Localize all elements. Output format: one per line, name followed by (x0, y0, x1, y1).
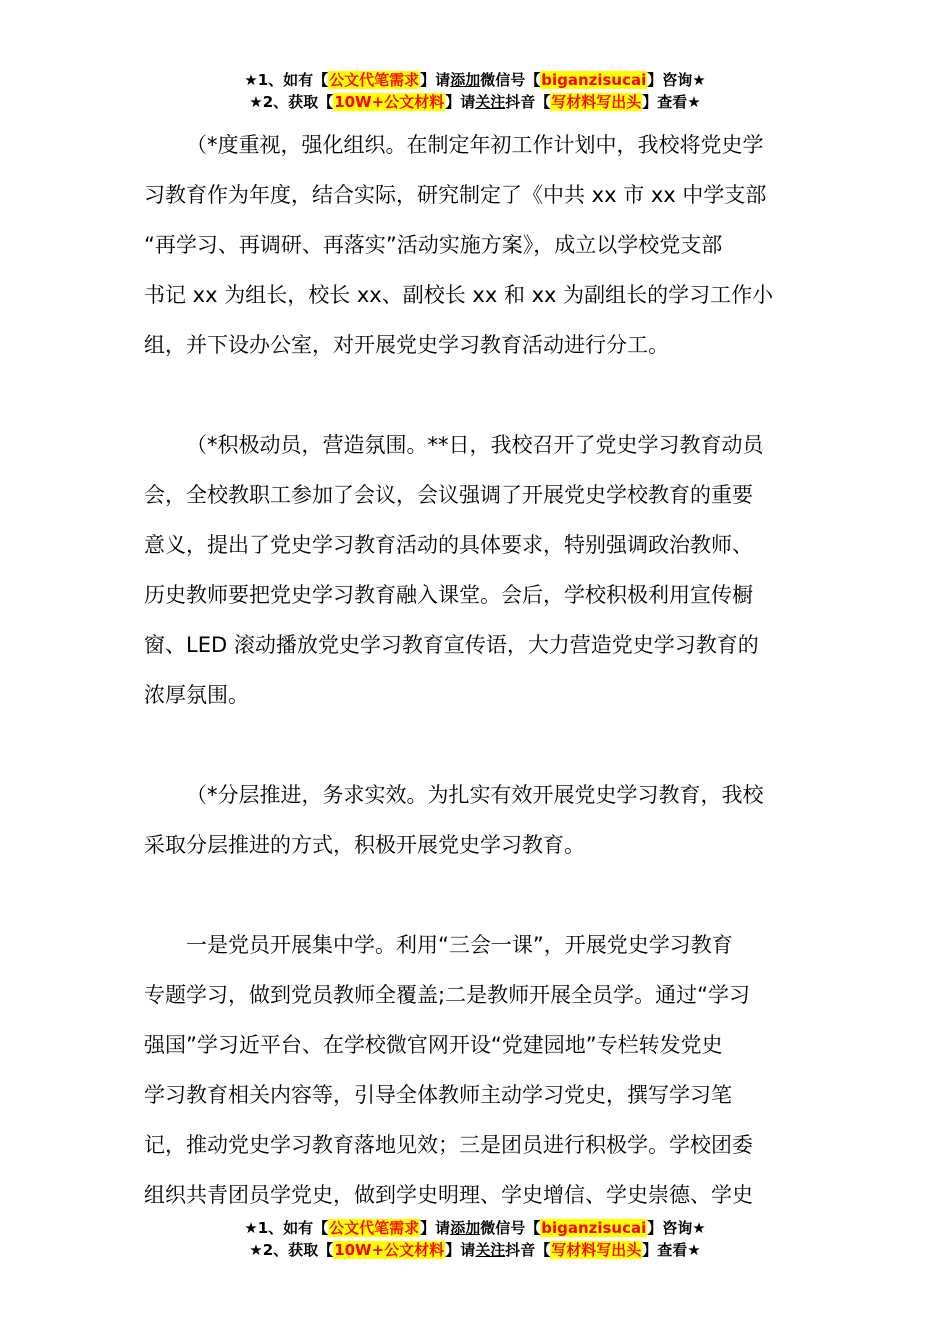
banner-underline: 关注 (475, 93, 506, 111)
banner-text: 抖音【 (505, 1241, 551, 1259)
banner-text: 】咨询★ (647, 1219, 706, 1237)
banner-text: 抖音【 (505, 93, 551, 111)
text-line: 书记 xx 为组长，校长 xx、副校长 xx 和 xx 为副组长的学习工作小 (144, 283, 774, 307)
text-line: “再学习、再调研、再落实”活动实施方案》，成立以学校党支部 (144, 233, 723, 257)
text-line: 学习教育相关内容等，引导全体教师主动学习党史，撰写学习笔 (144, 1083, 732, 1107)
banner-text: 微信号【 (480, 1219, 541, 1237)
text-line: （*分层推进，务求实效。为扎实有效开展党史学习教育，我校 (186, 783, 764, 807)
banner-text: ★2、获取【 (249, 93, 334, 111)
banner-underline: 添加 (450, 1219, 481, 1237)
text-line: 历史教师要把党史学习教育融入课堂。会后，学校积极利用宣传橱 (144, 583, 753, 607)
banner-text: ★1、如有【 (244, 71, 329, 89)
banner-highlight: 10W+公文材料 (334, 1241, 445, 1259)
banner-text: 】咨询★ (647, 71, 706, 89)
banner-text: 】请 (420, 71, 451, 89)
paragraph-3 (144, 770, 808, 870)
paragraph-1 (144, 120, 808, 370)
banner-text: 】请 (445, 1241, 476, 1259)
banner-text: 】查看★ (642, 1241, 701, 1259)
banner-line-1 (0, 1217, 950, 1239)
banner-highlight: 写材料写出头 (551, 93, 642, 111)
banner-line-2 (0, 1239, 950, 1261)
banner-highlight: 写材料写出头 (551, 1241, 642, 1259)
text-line: 习教育作为年度，结合实际，研究制定了《中共 xx 市 xx 中学支部 (144, 183, 767, 207)
banner-text: 】请 (420, 1219, 451, 1237)
banner-text: 微信号【 (480, 71, 541, 89)
footer-banner (0, 1217, 950, 1261)
text-line: 专题学习，做到党员教师全覆盖;二是教师开展全员学。通过“学习 (144, 983, 750, 1007)
banner-text: 】请 (445, 93, 476, 111)
banner-text: 】查看★ (642, 93, 701, 111)
text-line: 浓厚氛围。 (144, 683, 249, 707)
text-line: 意义，提出了党史学习教育活动的具体要求，特别强调政治教师、 (144, 533, 753, 557)
text-line: 组，并下设办公室，对开展党史学习教育活动进行分工。 (144, 333, 669, 357)
text-line: （*度重视，强化组织。在制定年初工作计划中，我校将党史学 (186, 133, 764, 157)
header-banner (0, 69, 950, 113)
paragraph-2 (144, 420, 808, 720)
banner-underline: 添加 (450, 71, 481, 89)
banner-highlight: 10W+公文材料 (334, 93, 445, 111)
text-line: 强国”学习近平台、在学校微官网开设“党建园地”专栏转发党史 (144, 1033, 723, 1057)
banner-highlight: 公文代笔需求 (329, 1219, 420, 1237)
text-line: （*积极动员，营造氛围。**日，我校召开了党史学习教育动员 (186, 433, 764, 457)
banner-text: ★2、获取【 (249, 1241, 334, 1259)
text-line: 组织共青团员学党史，做到学史明理、学史增信、学史崇德、学史 (144, 1183, 753, 1207)
text-line: 会，全校教职工参加了会议，会议强调了开展党史学校教育的重要 (144, 483, 753, 507)
banner-highlight: biganzisucai (541, 1219, 647, 1237)
text-line: 记，推动党史学习教育落地见效；三是团员进行积极学。学校团委 (144, 1133, 753, 1157)
banner-text: ★1、如有【 (244, 1219, 329, 1237)
banner-highlight: 公文代笔需求 (329, 71, 420, 89)
banner-highlight: biganzisucai (541, 71, 647, 89)
banner-line-2 (0, 91, 950, 113)
paragraph-4 (144, 920, 808, 1220)
text-line: 采取分层推进的方式，积极开展党史学习教育。 (144, 833, 585, 857)
banner-line-1 (0, 69, 950, 91)
text-line: 窗、LED 滚动播放党史学习教育宣传语，大力营造党史学习教育的 (144, 633, 759, 657)
document-body (144, 120, 808, 1220)
text-line: 一是党员开展集中学。利用“三会一课”，开展党史学习教育 (186, 933, 733, 957)
banner-underline: 关注 (475, 1241, 506, 1259)
